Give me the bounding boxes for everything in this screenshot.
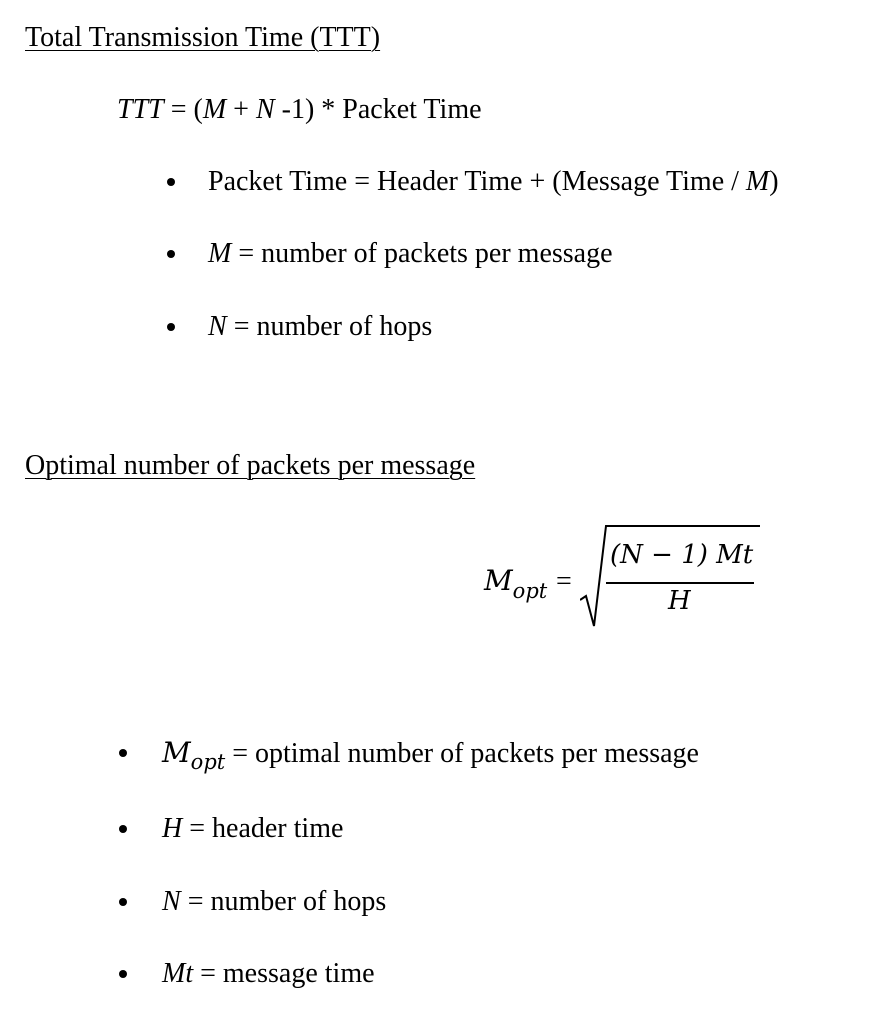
list-item-n-hops-definition (162, 886, 386, 918)
packet-time-pre: Packet Time = Header Time + (Message Time / (208, 166, 746, 197)
list-item-m-definition (208, 238, 613, 270)
n-hops-var: N (162, 886, 181, 917)
ttt-n-var: N (255, 94, 275, 125)
packet-time-post: ) (769, 166, 779, 197)
h-var: H (162, 813, 183, 844)
bullet-dot (119, 898, 127, 906)
mopt-var-base: M (162, 736, 191, 769)
ttt-formula (117, 94, 482, 126)
mopt-var-sub: opt (190, 750, 226, 774)
mopt-var (162, 736, 226, 774)
n-hops-definition-text: = number of hops (180, 886, 387, 917)
m-var: M (208, 238, 232, 269)
ttt-rest: -1) * Packet Time (274, 94, 482, 125)
packet-time-m-var: M (745, 166, 770, 197)
bullet-dot (167, 178, 175, 186)
section-heading-optimal: Optimal number of packets per message (25, 450, 476, 481)
formula-denominator: H (668, 586, 691, 616)
bullet-dot (119, 970, 127, 978)
mt-definition-text: = message time (193, 958, 375, 989)
ttt-open-paren: ( (193, 94, 203, 125)
mopt-lhs (484, 564, 547, 603)
m-definition-text: = number of packets per message (231, 238, 613, 269)
section-heading-ttt: Total Transmission Time (TTT) (25, 22, 381, 53)
mt-var: Mt (162, 958, 194, 989)
mopt-sub: opt (512, 579, 548, 603)
mopt-equals: = (556, 566, 572, 597)
list-item-n-definition (208, 311, 432, 343)
ttt-plus: + (226, 94, 256, 125)
bullet-dot (119, 749, 127, 757)
list-item-h-definition (162, 813, 343, 845)
ttt-symbol: TTT (117, 94, 164, 125)
n-definition-text: = number of hops (226, 311, 433, 342)
mopt-base: M (484, 564, 513, 597)
formula-numerator: (N − 1) Mt (610, 540, 754, 570)
ttt-equals: = (163, 94, 194, 125)
mopt-formula (484, 520, 764, 630)
h-definition-text: = header time (182, 813, 344, 844)
bullet-dot (167, 250, 175, 258)
list-item-mt-definition (162, 958, 375, 990)
bullet-dot (167, 323, 175, 331)
n-var: N (208, 311, 227, 342)
list-item-packet-time (208, 166, 779, 198)
list-item-mopt-definition (162, 736, 699, 774)
fraction-bar (606, 582, 754, 584)
bullet-dot (119, 825, 127, 833)
mopt-definition-text: = optimal number of packets per message (225, 738, 699, 769)
ttt-m-var: M (202, 94, 227, 125)
